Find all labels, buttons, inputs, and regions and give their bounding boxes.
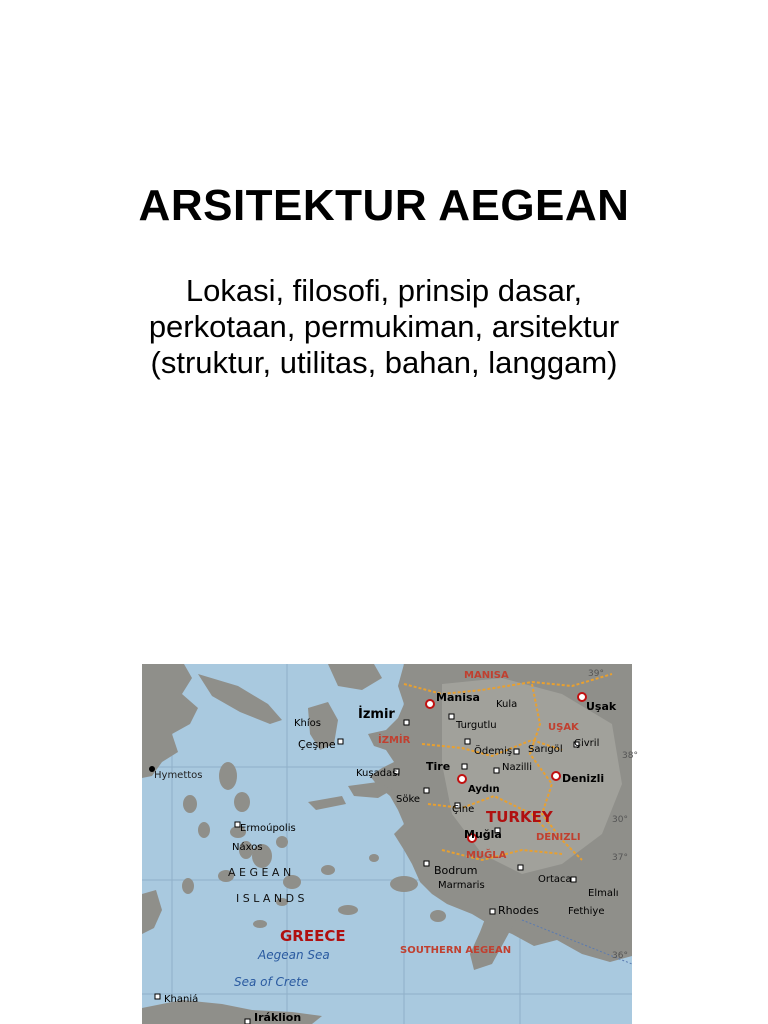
label-denizli-province: DENIZLI: [536, 832, 581, 843]
label-kusadasi: Kuşadası: [356, 768, 401, 779]
label-nazilli: Nazilli: [502, 762, 532, 773]
label-usak-province: UŞAK: [548, 722, 579, 733]
label-cine: Çine: [452, 804, 475, 815]
label-ortaca: Ortaca: [538, 874, 572, 885]
label-sarigol: Sarıgöl: [528, 744, 563, 755]
label-marmaris: Marmaris: [438, 880, 485, 891]
label-mugla: Muğla: [464, 828, 502, 841]
label-lat-37: 37°: [612, 853, 628, 863]
slide-title: ARSITEKTUR AEGEAN: [138, 181, 630, 230]
label-sea-of-crete: Sea of Crete: [234, 975, 309, 989]
label-hymettos: Hymettos: [154, 770, 203, 781]
slide-subtitle: [0, 273, 768, 381]
map-graphic: [142, 664, 638, 1024]
label-odemis: Ödemiş: [474, 746, 513, 757]
label-naxos: Náxos: [232, 842, 263, 853]
label-lat-30: 30°: [612, 815, 628, 825]
label-bodrum: Bodrum: [434, 864, 478, 877]
aegean-map: [142, 664, 638, 1024]
subtitle-line: Lokasi, filosofi, prinsip dasar,: [185, 273, 583, 308]
label-ermoupolis: Ermoúpolis: [240, 823, 296, 834]
label-fethiye: Fethiye: [568, 906, 605, 917]
label-manisa-province: MANISA: [464, 670, 509, 681]
label-soke: Söke: [396, 794, 421, 805]
label-cesme: Çeşme: [298, 738, 336, 751]
label-kula: Kula: [496, 699, 518, 710]
label-civril: Çivril: [574, 738, 600, 749]
label-khios: Khíos: [294, 718, 322, 729]
label-khania: Khaniá: [164, 994, 199, 1005]
label-denizli: Denizli: [562, 772, 605, 785]
label-tire: Tire: [426, 760, 451, 773]
label-turgutlu: Turgutlu: [456, 720, 497, 731]
label-rhodes: Rhodes: [498, 904, 539, 917]
label-iraklion: Iráklion: [254, 1011, 302, 1024]
label-islands: I S L A N D S: [236, 892, 305, 905]
label-greece: GREECE: [280, 927, 346, 945]
label-manisa: Manisa: [436, 691, 480, 704]
label-izmir: İzmir: [358, 707, 395, 722]
label-elmali: Elmalı: [588, 888, 619, 899]
label-lat-38: 38°: [622, 751, 638, 761]
subtitle-line: perkotaan, permukiman, arsitektur: [148, 309, 620, 344]
label-southern-aegean: SOUTHERN AEGEAN: [400, 945, 512, 956]
label-izmir-province: İZMİR: [378, 735, 411, 746]
label-turkey: TURKEY: [486, 808, 553, 826]
subtitle-line: (struktur, utilitas, bahan, langgam): [150, 345, 618, 380]
label-mugla-province: MUĞLA: [466, 850, 507, 861]
label-aegean-sea: Aegean Sea: [258, 948, 330, 962]
label-aydin: Aydın: [468, 784, 500, 795]
label-usak: Uşak: [586, 700, 617, 713]
label-aegean: A E G E A N: [228, 866, 292, 879]
label-lat-36: 36°: [612, 951, 628, 961]
label-lat-39: 39°: [588, 669, 604, 679]
